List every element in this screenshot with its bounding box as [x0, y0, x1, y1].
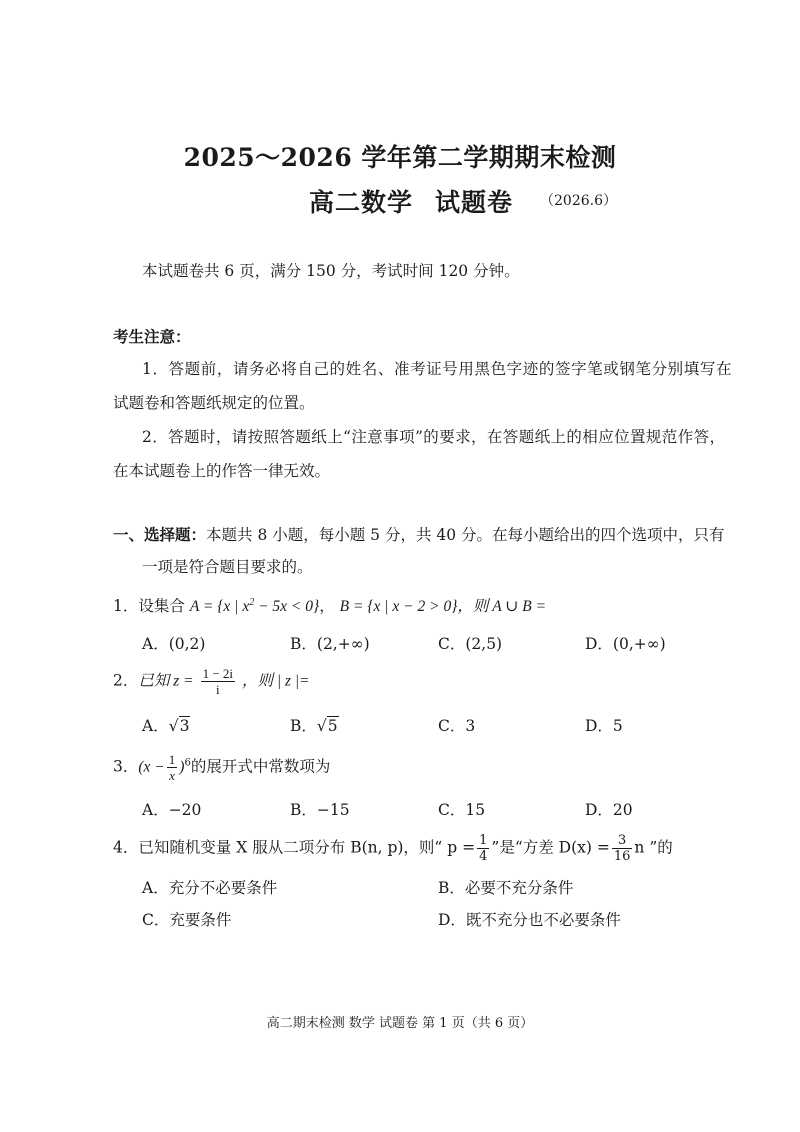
q3-suffix: 的展开式中常数项为 [190, 757, 331, 776]
page-footer: 高二期末检测 数学 试题卷 第 1 页（共 6 页） [266, 1016, 534, 1031]
notice-item-1: 1．答题前，请务必将自己的姓名、准考证号用黑色字迹的签字笔或钢笔分别填写在 [142, 360, 733, 378]
sqrt-icon: √5 [316, 717, 338, 735]
question-number: 2． [113, 671, 139, 690]
section1-heading [113, 523, 725, 545]
q1-option-d: D．(0,+∞) [585, 635, 666, 653]
set-a-expr: A = {x | $x^2 - 5x < 0$} [189, 596, 320, 615]
question-number: 1． [113, 597, 139, 615]
q4-option-c: C．充要条件 [142, 911, 232, 929]
question-3: 3．(x − $\frac{1}{x}$ )$^6$的展开式中常数项为 [113, 752, 331, 783]
section1-desc-cont: 一项是符合题目要求的。 [142, 558, 313, 576]
sqrt-icon: √3 [168, 717, 190, 735]
question-2 [113, 666, 310, 697]
notice-item-1-cont: 试题卷和答题纸规定的位置。 [113, 394, 315, 412]
question-number: 4． [113, 838, 139, 857]
exam-title: 2025～2026 学年第二学期期末检测 [183, 143, 617, 172]
exam-subtitle [309, 183, 513, 219]
notice-item-2: 2．答题时，请按照答题纸上“注意事项”的要求，在答题纸上的相应位置规范作答， [142, 428, 726, 446]
q3-fraction: $\frac{1}{x}$ [168, 752, 176, 783]
q1-option-b: B．(2,+∞) [290, 635, 370, 653]
q4-option-a: A．充分不必要条件 [142, 879, 278, 897]
q1-option-c: C．(2,5) [438, 635, 503, 653]
q2-fraction: $\frac{1 - 2i}{i}$ [202, 666, 234, 697]
q3-option-a: A．−20 [142, 801, 202, 819]
q2-suffix: ，则 | z |= [241, 672, 310, 690]
q1-option-a: A．(0,2) [142, 635, 206, 653]
q1-prefix: 设集合 [138, 597, 185, 615]
q2-option-b: B．√5 [290, 717, 338, 735]
section1-label: 一、选择题： [113, 525, 207, 544]
q4-fraction-variance: $\frac{3}{16}$ [613, 833, 631, 864]
exam-date: （2026.6） [540, 193, 617, 209]
question-4: 4．已知随机变量 X 服从二项分布 B(n, p)，则“ p = $\frac{1}{4}$ ”是“方差 D(x) = $\frac{3}{16}$ n ”的 [113, 833, 673, 864]
set-b-expr: B = {x | x − 2 > 0} [339, 598, 458, 615]
question-1: 1．设集合 A = {x | $x^2 - 5x < 0$}， B = {x | x − 2 > 0}，则 A ∪ B = [113, 596, 547, 615]
q2-prefix: 已知 z = [138, 672, 194, 690]
q3-option-b: B．−15 [290, 801, 350, 819]
section1-desc: 本题共 8 小题，每小题 5 分，共 40 分。在每小题给出的四个选项中，只有 [206, 526, 725, 544]
q4-option-d: D．既不充分也不必要条件 [438, 911, 621, 929]
notice-title: 考生注意： [113, 327, 191, 346]
question-number: 3． [113, 757, 139, 776]
q1-suffix: ，则 A ∪ B = [457, 598, 547, 615]
q4-option-b: B．必要不充分条件 [438, 879, 574, 897]
q3-option-d: D．20 [585, 801, 633, 819]
intro-text: 本试题卷共 6 页，满分 150 分，考试时间 120 分钟。 [142, 262, 520, 280]
paper-label: 试题卷 [435, 188, 514, 217]
q4-fraction-p: $\frac{1}{4}$ [479, 833, 488, 864]
q2-option-d: D．5 [585, 717, 623, 735]
q2-option-c: C．3 [438, 717, 476, 735]
notice-item-2-cont: 在本试题卷上的作答一律无效。 [113, 462, 331, 480]
subject-label: 高二数学 [309, 188, 414, 217]
q3-option-c: C．15 [438, 801, 486, 819]
q2-option-a: A．√3 [142, 717, 190, 735]
